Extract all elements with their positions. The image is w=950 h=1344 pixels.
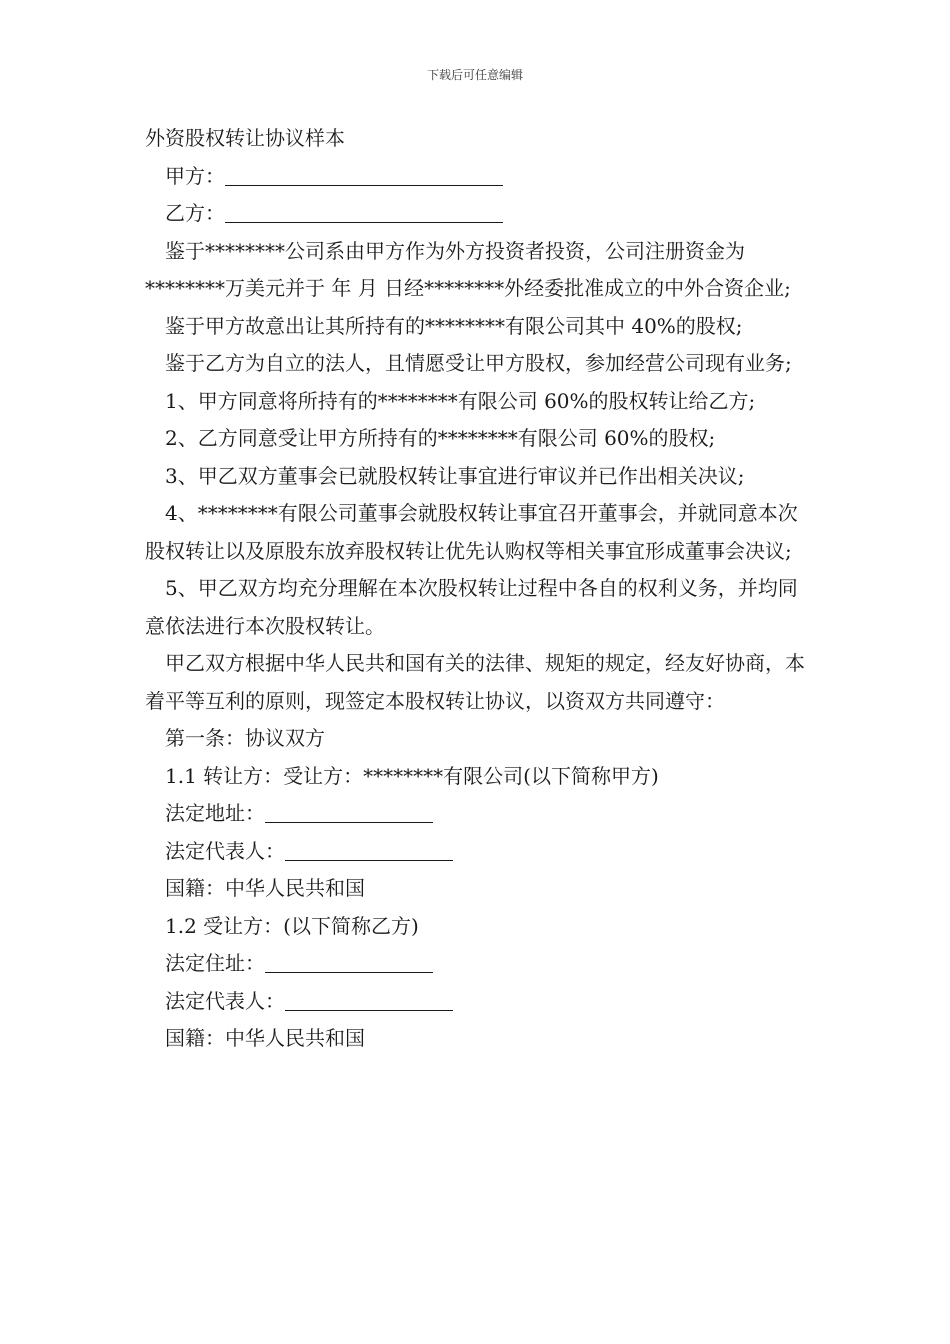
nationality-line-2: 国籍：中华人民共和国 [165,1026,365,1050]
document-body [145,120,810,1058]
representative-line-2 [145,983,810,1021]
recital-paragraph: 鉴于甲方故意出让其所持有的********有限公司其中 40%的股权; [165,313,743,338]
section-1-1: 1.1 转让方：受让方：********有限公司(以下简称甲方) [165,763,659,788]
section-1-2: 1.2 受让方：(以下简称乙方) [165,913,419,938]
address-label: 法定住址： [165,951,265,975]
nationality-line-1: 国籍：中华人民共和国 [165,876,365,900]
party-b-blank [225,198,503,223]
numbered-paragraph: 4、********有限公司董事会就股权转让事宜召开董事会，并就同意本次股权转让以及原股东放弃股权转让优先认购权等相关事宜形成董事会决议; [145,501,798,563]
representative-blank [285,986,453,1011]
recital-paragraph: 鉴于********公司系由甲方作为外方投资者投资，公司注册资金为********万美元并于 年 月 日经********外经委批准成立的中外合资企业; [145,238,791,300]
address-line-1 [145,795,810,833]
address-line-2 [145,945,810,983]
address-blank [265,948,433,973]
representative-blank [285,836,453,861]
party-b-line [145,195,810,233]
party-a-line [145,158,810,196]
party-b-label: 乙方： [165,201,225,225]
numbered-paragraph: 5、甲乙双方均充分理解在本次股权转让过程中各自的权利义务，并均同意依法进行本次股权转让。 [145,576,798,638]
party-a-blank [225,161,503,186]
party-a-label: 甲方： [165,163,225,188]
page-header: 下载后可任意编辑 [426,68,523,82]
representative-label: 法定代表人： [165,988,285,1013]
address-blank [265,798,433,823]
agreement-intro-paragraph: 甲乙双方根据中华人民共和国有关的法律、规矩的规定，经友好协商，本着平等互利的原则，现签定本股权转让协议，以资双方共同遵守： [145,651,805,713]
numbered-paragraph: 3、甲乙双方董事会已就股权转让事宜进行审议并已作出相关决议; [165,463,745,488]
representative-label: 法定代表人： [165,838,285,863]
numbered-paragraph: 2、乙方同意受让甲方所持有的********有限公司 60%的股权; [165,426,716,450]
representative-line-1 [145,833,810,871]
address-label: 法定地址： [165,801,265,825]
recital-paragraph: 鉴于乙方为自立的法人，且情愿受让甲方股权，参加经营公司现有业务; [165,351,792,375]
document-title: 外资股权转让协议样本 [145,126,345,150]
numbered-paragraph: 1、甲方同意将所持有的********有限公司 60%的股权转让给乙方; [165,388,756,413]
article-1-heading: 第一条：协议双方 [165,726,325,750]
